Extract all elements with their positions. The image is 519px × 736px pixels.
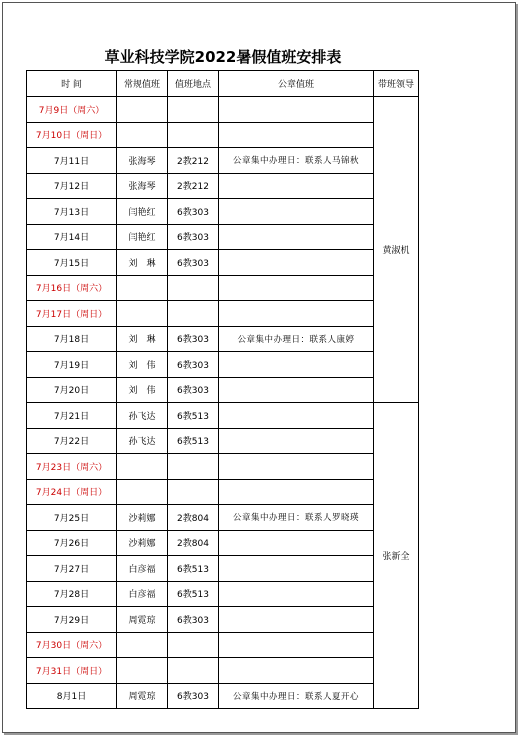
staff-cell	[117, 301, 168, 327]
table-row	[27, 556, 419, 582]
date-cell: 7月24日（周日）	[27, 479, 117, 505]
seal-cell: 公章集中办理日：联系人罗晓瑛	[219, 505, 374, 531]
staff-cell	[117, 658, 168, 684]
seal-cell	[219, 556, 374, 582]
seal-cell	[219, 122, 374, 148]
table-row	[27, 454, 419, 480]
table-row	[27, 505, 419, 531]
table-row	[27, 479, 419, 505]
staff-cell: 闫艳红	[117, 224, 168, 250]
date-cell: 7月21日	[27, 403, 117, 429]
seal-cell	[219, 199, 374, 225]
header-staff: 常规值班	[117, 71, 168, 97]
staff-cell: 白彦福	[117, 556, 168, 582]
header-date: 时 间	[27, 71, 117, 97]
date-cell: 7月20日	[27, 377, 117, 403]
staff-cell	[117, 454, 168, 480]
staff-cell: 白彦福	[117, 581, 168, 607]
table-row	[27, 224, 419, 250]
date-cell: 7月25日	[27, 505, 117, 531]
staff-cell: 张海琴	[117, 173, 168, 199]
table-row	[27, 377, 419, 403]
seal-cell: 公章集中办理日：联系人康婷	[219, 326, 374, 352]
table-row	[27, 352, 419, 378]
date-cell: 7月17日（周日）	[27, 301, 117, 327]
seal-cell	[219, 581, 374, 607]
seal-cell	[219, 301, 374, 327]
table-row	[27, 326, 419, 352]
date-cell: 7月12日	[27, 173, 117, 199]
staff-cell	[117, 122, 168, 148]
place-cell: 2教804	[168, 505, 219, 531]
seal-cell: 公章集中办理日：联系人马锦秋	[219, 148, 374, 174]
place-cell: 2教212	[168, 148, 219, 174]
staff-cell	[117, 275, 168, 301]
place-cell: 6教303	[168, 199, 219, 225]
table-row	[27, 97, 419, 123]
seal-cell	[219, 658, 374, 684]
place-cell: 6教303	[168, 326, 219, 352]
table-row	[27, 658, 419, 684]
schedule-body	[27, 97, 419, 709]
date-cell: 8月1日	[27, 683, 117, 709]
leader-cell: 黄淑机	[374, 97, 419, 403]
staff-cell: 刘 琳	[117, 326, 168, 352]
page-title: 草业科技学院2022暑假值班安排表	[104, 48, 342, 66]
date-cell: 7月16日（周六）	[27, 275, 117, 301]
place-cell	[168, 97, 219, 123]
place-cell	[168, 479, 219, 505]
place-cell	[168, 301, 219, 327]
staff-cell: 周霓琼	[117, 607, 168, 633]
staff-cell	[117, 479, 168, 505]
seal-cell	[219, 352, 374, 378]
seal-cell	[219, 224, 374, 250]
table-row	[27, 122, 419, 148]
header-leader: 带班领导	[374, 71, 419, 97]
staff-cell: 沙莉娜	[117, 505, 168, 531]
place-cell: 6教303	[168, 352, 219, 378]
date-cell: 7月18日	[27, 326, 117, 352]
seal-cell	[219, 632, 374, 658]
place-cell: 6教303	[168, 683, 219, 709]
date-cell: 7月10日（周日）	[27, 122, 117, 148]
seal-cell	[219, 530, 374, 556]
table-row	[27, 530, 419, 556]
table-row	[27, 301, 419, 327]
place-cell: 6教513	[168, 403, 219, 429]
schedule-table	[26, 70, 419, 709]
place-cell	[168, 632, 219, 658]
place-cell	[168, 275, 219, 301]
place-cell: 6教303	[168, 377, 219, 403]
date-cell: 7月29日	[27, 607, 117, 633]
date-cell: 7月15日	[27, 250, 117, 276]
place-cell: 6教303	[168, 224, 219, 250]
place-cell	[168, 122, 219, 148]
seal-cell	[219, 173, 374, 199]
table-row	[27, 683, 419, 709]
table-row	[27, 250, 419, 276]
table-row	[27, 607, 419, 633]
seal-cell	[219, 250, 374, 276]
seal-cell	[219, 403, 374, 429]
header-seal: 公章值班	[219, 71, 374, 97]
place-cell: 6教513	[168, 581, 219, 607]
date-cell: 7月28日	[27, 581, 117, 607]
table-row	[27, 428, 419, 454]
seal-cell	[219, 479, 374, 505]
seal-cell: 公章集中办理日：联系人夏开心	[219, 683, 374, 709]
staff-cell: 刘 伟	[117, 377, 168, 403]
seal-cell	[219, 97, 374, 123]
place-cell: 6教303	[168, 607, 219, 633]
staff-cell: 沙莉娜	[117, 530, 168, 556]
header-row	[27, 71, 419, 97]
seal-cell	[219, 377, 374, 403]
seal-cell	[219, 607, 374, 633]
table-row	[27, 632, 419, 658]
place-cell: 2教804	[168, 530, 219, 556]
table-row	[27, 173, 419, 199]
staff-cell: 刘 伟	[117, 352, 168, 378]
header-place: 值班地点	[168, 71, 219, 97]
staff-cell	[117, 97, 168, 123]
seal-cell	[219, 428, 374, 454]
date-cell: 7月23日（周六）	[27, 454, 117, 480]
date-cell: 7月14日	[27, 224, 117, 250]
place-cell: 2教212	[168, 173, 219, 199]
date-cell: 7月26日	[27, 530, 117, 556]
place-cell	[168, 658, 219, 684]
table-row	[27, 403, 419, 429]
place-cell: 6教513	[168, 556, 219, 582]
date-cell: 7月19日	[27, 352, 117, 378]
place-cell: 6教303	[168, 250, 219, 276]
staff-cell	[117, 632, 168, 658]
date-cell: 7月22日	[27, 428, 117, 454]
table-row	[27, 581, 419, 607]
date-cell: 7月30日（周六）	[27, 632, 117, 658]
date-cell: 7月11日	[27, 148, 117, 174]
staff-cell: 张海琴	[117, 148, 168, 174]
staff-cell: 刘 琳	[117, 250, 168, 276]
seal-cell	[219, 275, 374, 301]
date-cell: 7月31日（周日）	[27, 658, 117, 684]
date-cell: 7月13日	[27, 199, 117, 225]
staff-cell: 孙飞达	[117, 403, 168, 429]
date-cell: 7月27日	[27, 556, 117, 582]
place-cell: 6教513	[168, 428, 219, 454]
table-row	[27, 148, 419, 174]
table-row	[27, 275, 419, 301]
staff-cell: 闫艳红	[117, 199, 168, 225]
staff-cell: 孙飞达	[117, 428, 168, 454]
leader-cell: 张新全	[374, 403, 419, 709]
date-cell: 7月9日（周六）	[27, 97, 117, 123]
staff-cell: 周霓琼	[117, 683, 168, 709]
place-cell	[168, 454, 219, 480]
seal-cell	[219, 454, 374, 480]
table-row	[27, 199, 419, 225]
